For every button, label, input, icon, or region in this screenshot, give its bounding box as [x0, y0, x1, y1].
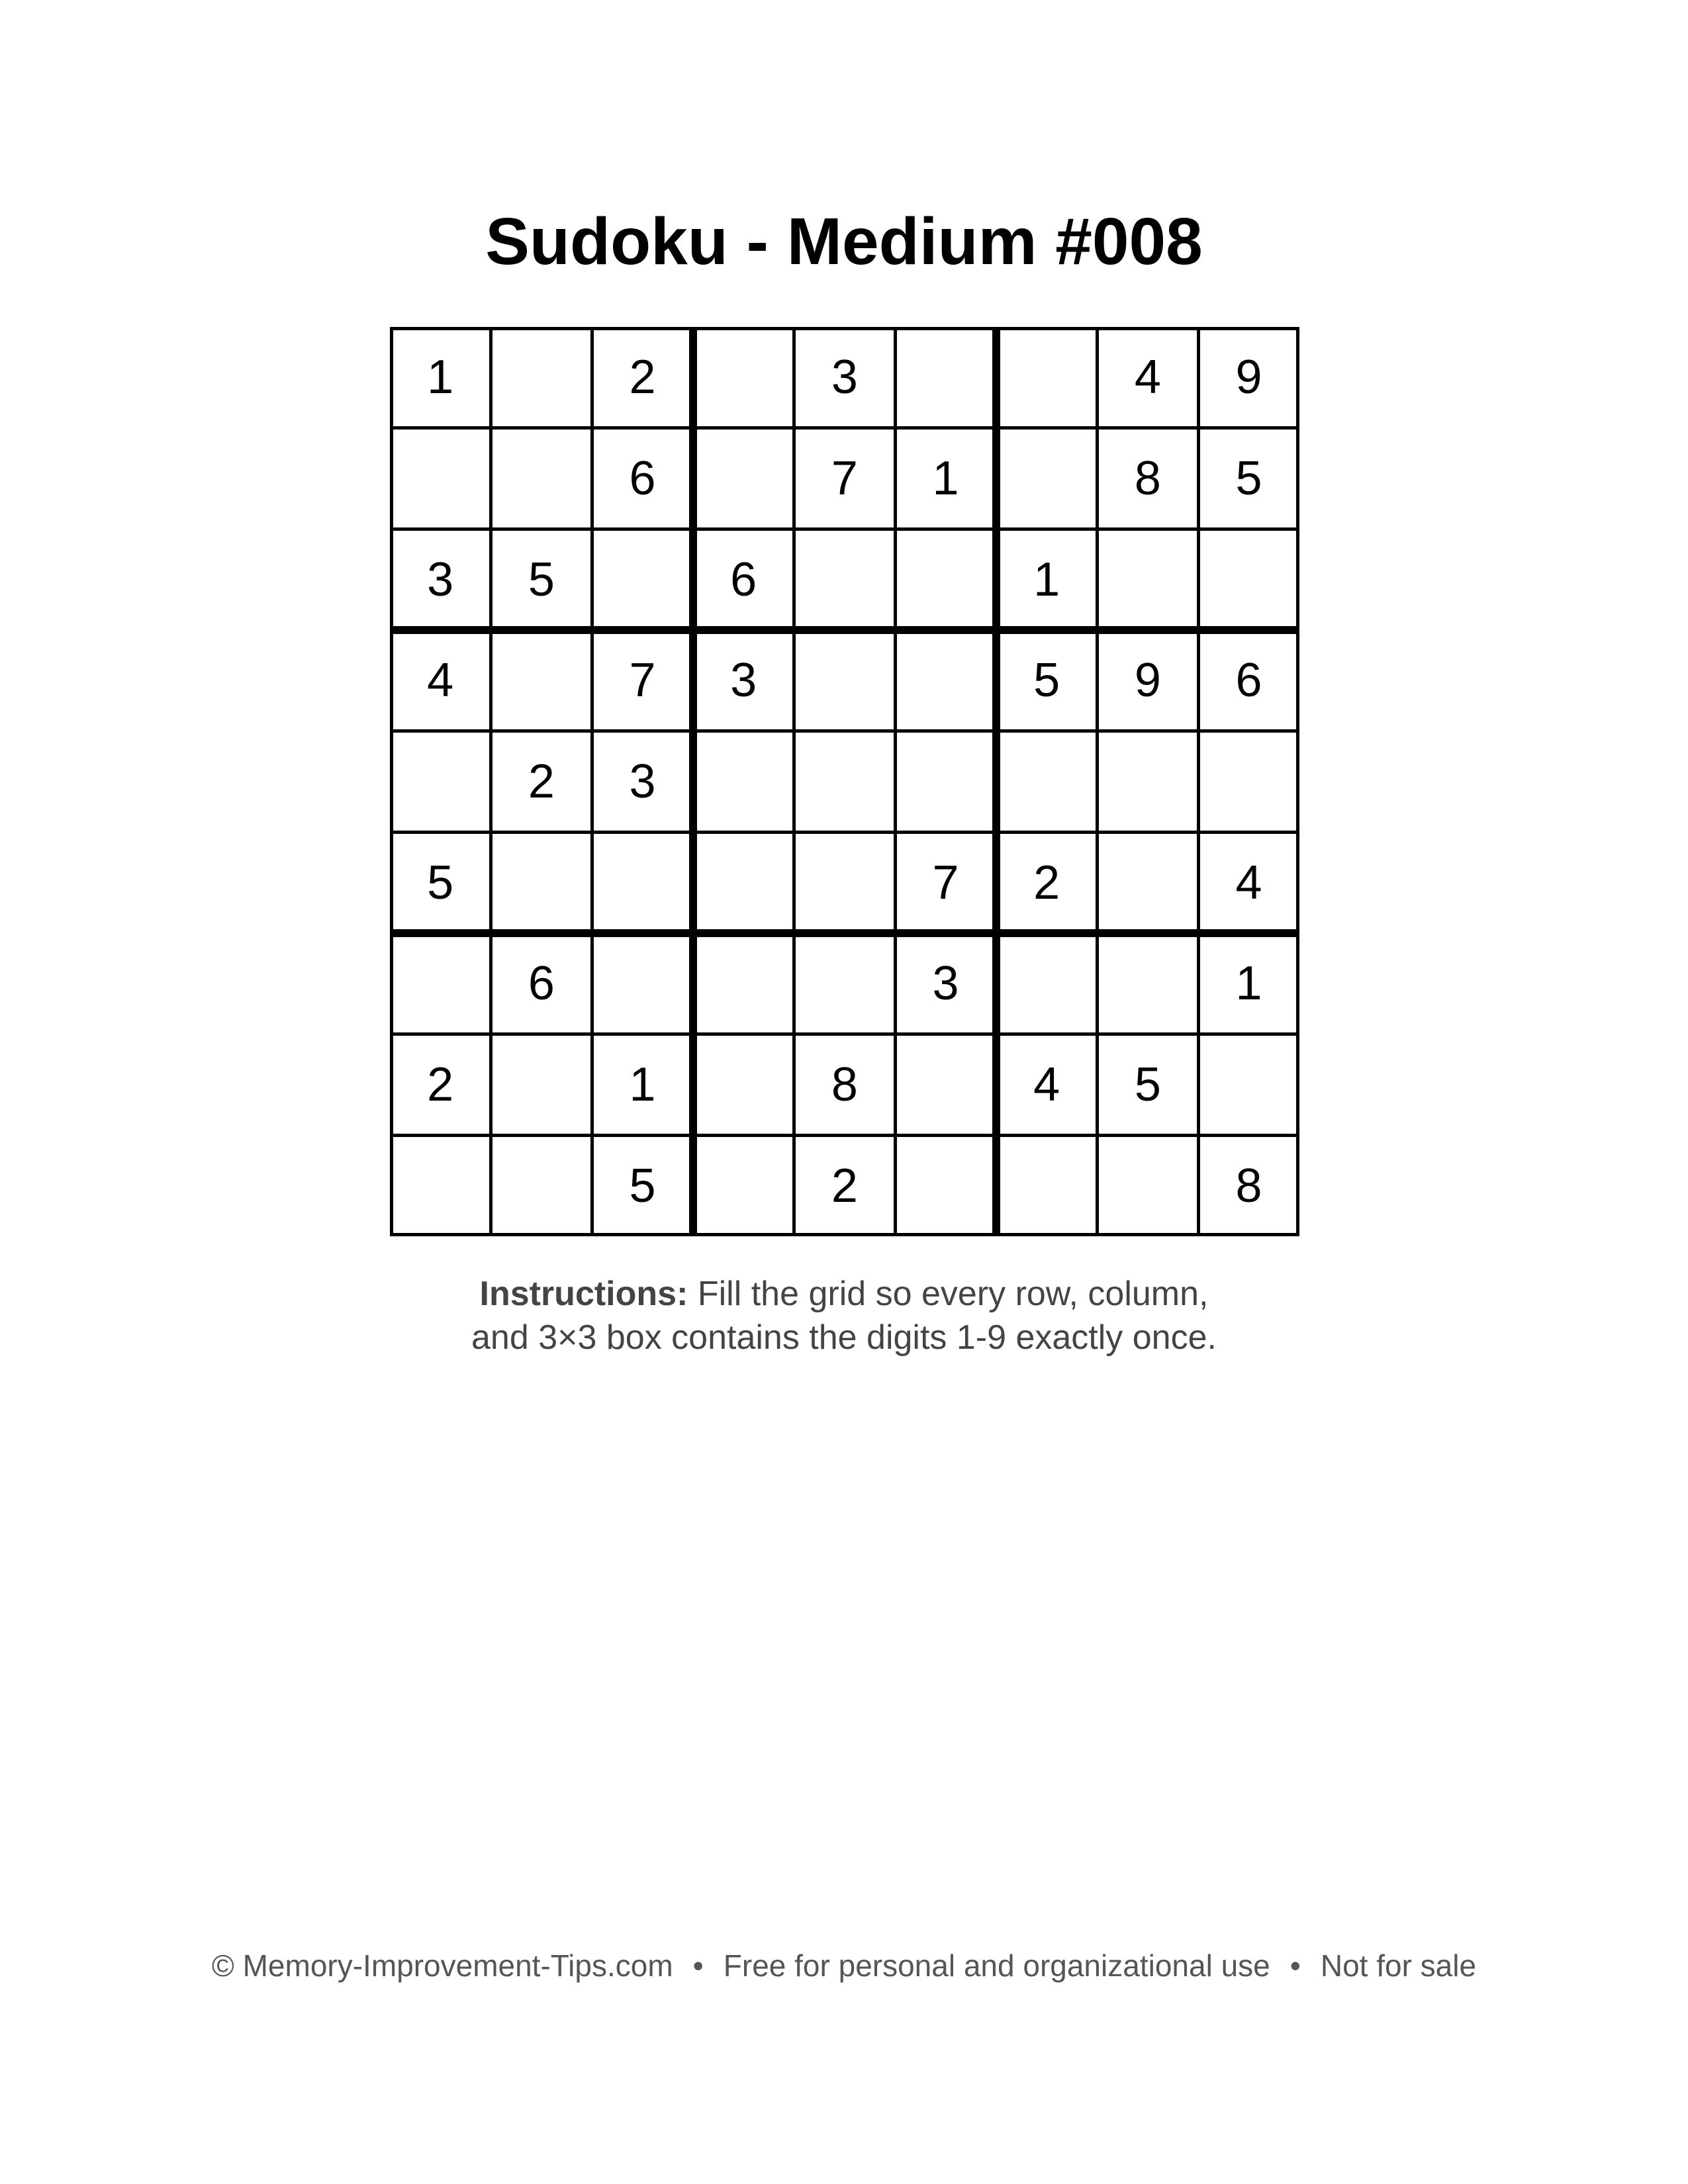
- empty-cell[interactable]: [1098, 529, 1198, 629]
- given-cell: 4: [1134, 351, 1161, 404]
- empty-cell[interactable]: [1098, 731, 1198, 832]
- given-cell: 4: [1235, 856, 1262, 909]
- empty-cell[interactable]: [1198, 1034, 1299, 1135]
- given-cell: 5: [1235, 451, 1262, 505]
- empty-cell[interactable]: [1098, 933, 1198, 1034]
- empty-cell[interactable]: [794, 933, 895, 1034]
- footer-separator: •: [692, 1948, 704, 1983]
- given-cell: 1: [629, 1058, 656, 1111]
- given-cell: 9: [1235, 351, 1262, 404]
- footer-usage: Free for personal and organizational use: [723, 1948, 1270, 1983]
- empty-cell[interactable]: [996, 933, 1097, 1034]
- empty-cell[interactable]: [390, 1135, 491, 1236]
- empty-cell[interactable]: [794, 832, 895, 933]
- empty-cell[interactable]: [996, 327, 1097, 428]
- empty-cell[interactable]: [693, 428, 794, 529]
- given-cell: 1: [932, 451, 959, 505]
- given-cell: 3: [932, 957, 959, 1011]
- given-cell: 5: [427, 856, 454, 909]
- given-cell: 6: [528, 957, 555, 1011]
- given-cell: 5: [528, 553, 555, 606]
- instructions-text-2: and 3×3 box contains the digits 1-9 exactly once.: [471, 1318, 1217, 1357]
- empty-cell[interactable]: [693, 1135, 794, 1236]
- empty-cell[interactable]: [996, 731, 1097, 832]
- instructions-line-1: [0, 1272, 1688, 1316]
- empty-cell[interactable]: [390, 731, 491, 832]
- given-cell: 6: [730, 553, 757, 606]
- empty-cell[interactable]: [895, 630, 996, 731]
- given-cell: 3: [831, 351, 858, 404]
- given-cell: 3: [730, 654, 757, 707]
- given-cell: 1: [427, 351, 454, 404]
- empty-cell[interactable]: [895, 1135, 996, 1236]
- empty-cell[interactable]: [592, 933, 692, 1034]
- given-cell: 2: [427, 1058, 454, 1111]
- empty-cell[interactable]: [693, 832, 794, 933]
- empty-cell[interactable]: [1198, 529, 1299, 629]
- given-cell: 2: [1033, 856, 1060, 909]
- puzzle-title: Sudoku - Medium #008: [485, 205, 1203, 279]
- given-cell: 7: [629, 654, 656, 707]
- empty-cell[interactable]: [491, 832, 592, 933]
- empty-cell[interactable]: [794, 630, 895, 731]
- empty-cell[interactable]: [1098, 1135, 1198, 1236]
- instructions: [0, 1272, 1688, 1359]
- empty-cell[interactable]: [1098, 832, 1198, 933]
- given-cell: 2: [629, 351, 656, 404]
- empty-cell[interactable]: [895, 731, 996, 832]
- empty-cell[interactable]: [390, 428, 491, 529]
- instructions-label: Instructions:: [479, 1275, 688, 1313]
- empty-cell[interactable]: [491, 327, 592, 428]
- empty-cell[interactable]: [1198, 731, 1299, 832]
- given-cell: 7: [932, 856, 959, 909]
- footer: [0, 1946, 1688, 1985]
- empty-cell[interactable]: [996, 428, 1097, 529]
- empty-cell[interactable]: [491, 630, 592, 731]
- given-cell: 6: [1235, 654, 1262, 707]
- empty-cell[interactable]: [592, 529, 692, 629]
- empty-cell[interactable]: [895, 529, 996, 629]
- given-cell: 4: [1033, 1058, 1060, 1111]
- given-cell: 5: [629, 1159, 656, 1212]
- empty-cell[interactable]: [895, 1034, 996, 1135]
- given-cell: 8: [1134, 451, 1161, 505]
- empty-cell[interactable]: [390, 933, 491, 1034]
- sudoku-grid: [390, 327, 1299, 1236]
- given-cell: 6: [629, 451, 656, 505]
- footer-separator: •: [1289, 1948, 1301, 1983]
- given-cell: 5: [1134, 1058, 1161, 1111]
- empty-cell[interactable]: [794, 731, 895, 832]
- given-cell: 3: [629, 754, 656, 808]
- given-cell: 7: [831, 451, 858, 505]
- given-cell: 2: [831, 1159, 858, 1212]
- empty-cell[interactable]: [996, 1135, 1097, 1236]
- footer-sale: Not for sale: [1320, 1948, 1477, 1983]
- given-cell: 9: [1134, 654, 1161, 707]
- empty-cell[interactable]: [693, 731, 794, 832]
- instructions-text-1: Fill the grid so every row, column,: [697, 1275, 1209, 1313]
- empty-cell[interactable]: [491, 428, 592, 529]
- empty-cell[interactable]: [693, 327, 794, 428]
- given-cell: 1: [1033, 553, 1060, 606]
- empty-cell[interactable]: [895, 327, 996, 428]
- given-cell: 4: [427, 654, 454, 707]
- given-cell: 3: [427, 553, 454, 606]
- empty-cell[interactable]: [693, 1034, 794, 1135]
- given-cell: 5: [1033, 654, 1060, 707]
- given-cell: 8: [831, 1058, 858, 1111]
- given-cell: 8: [1235, 1159, 1262, 1212]
- empty-cell[interactable]: [592, 832, 692, 933]
- given-cell: 2: [528, 754, 555, 808]
- footer-copyright: © Memory-Improvement-Tips.com: [211, 1948, 673, 1983]
- empty-cell[interactable]: [693, 933, 794, 1034]
- empty-cell[interactable]: [491, 1034, 592, 1135]
- empty-cell[interactable]: [794, 529, 895, 629]
- given-cell: 1: [1235, 957, 1262, 1011]
- empty-cell[interactable]: [491, 1135, 592, 1236]
